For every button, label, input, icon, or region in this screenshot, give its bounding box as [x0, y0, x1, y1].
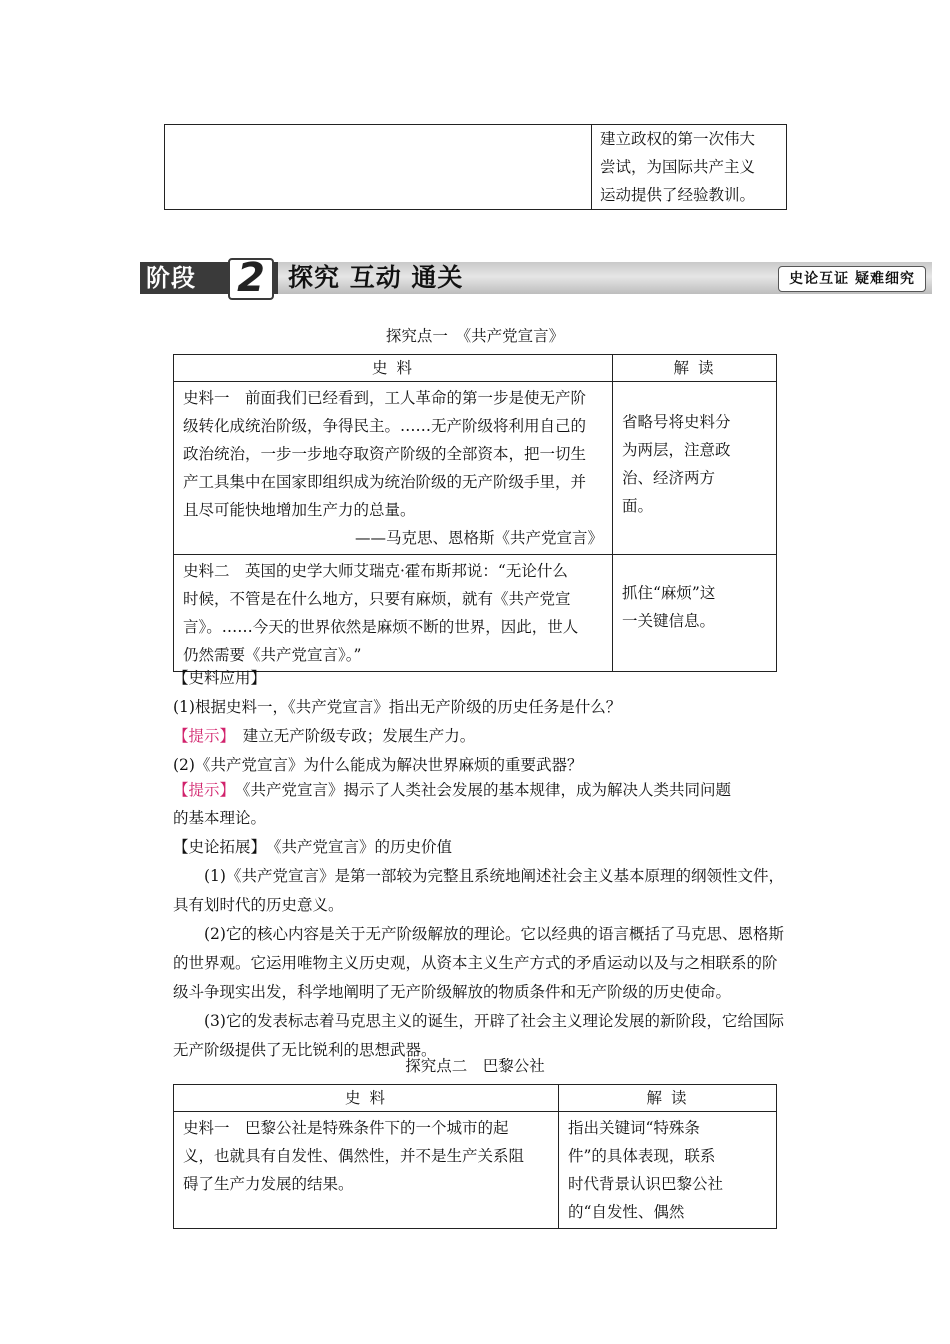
answer-1: [173, 722, 813, 751]
material-line: 史料二 英国的史学大师艾瑞克·霍布斯邦说：“无论什么: [183, 562, 568, 580]
expansion-1-cont: 具有划时代的历史意义。: [173, 896, 344, 914]
tip-label: 【提示】: [173, 781, 228, 799]
material-line: 义，也就具有自发性、偶然性，并不是生产关系阻: [183, 1147, 525, 1165]
expansion-1: (1)《共产党宣言》是第一部较为完整且系统地阐述社会主义基本原理的纲领性文件，: [204, 867, 784, 885]
material-line: 碍了生产力发展的结果。: [183, 1175, 354, 1193]
section1-title: 探究点一 《共产党宣言》: [385, 327, 565, 345]
reading-cell: [559, 1112, 777, 1229]
reading-line: 治、经济两方: [622, 469, 716, 487]
expansion-heading: 【史论拓展】 《共产党宣言》的历史价值: [173, 838, 453, 856]
reading-cell: [613, 555, 777, 672]
expansion-3-cont: 无产阶级提供了无比锐利的思想武器。: [173, 1041, 437, 1059]
section2-title: 探究点二 巴黎公社: [405, 1057, 545, 1075]
cell-line: 运动提供了经验教训。: [600, 186, 756, 204]
top-table-left-cell: [165, 125, 592, 210]
question-2: (2)《共产党宣言》为什么能成为解决世界麻烦的重要武器？: [173, 756, 583, 774]
banner-badge: 史论互证 疑难细究: [778, 266, 926, 292]
material-cell: [174, 555, 613, 672]
material-line: 仍然需要《共产党宣言》。”: [183, 646, 362, 664]
answer-2: [173, 776, 813, 805]
question-1: (1)根据史料一，《共产党宣言》指出无产阶级的历史任务是什么？: [173, 698, 622, 716]
material-line: 产工具集中在国家即组织成为统治阶级的无产阶级手里，并: [183, 473, 587, 491]
header-reading: 解 读: [559, 1085, 777, 1112]
expansion-2-cont: 级斗争现实出发，科学地阐明了无产阶级解放的物质条件和无产阶级的历史使命。: [173, 983, 732, 1001]
header-material: 史 料: [174, 355, 613, 382]
reading-line: 抓住“麻烦”这: [622, 584, 716, 602]
stage-banner: [140, 255, 932, 301]
expansion-2: (2)它的核心内容是关于无产阶级解放的理论。它以经典的语言概括了马克思、恩格斯: [204, 925, 784, 943]
expansion-3: (3)它的发表标志着马克思主义的诞生，开辟了社会主义理论发展的新阶段，它给国际: [204, 1012, 784, 1030]
reading-line: 为两层，注意政: [622, 441, 731, 459]
banner-title: 探究 互动 通关: [288, 263, 464, 292]
material-line: 且尽可能快地增加生产力的总量。: [183, 501, 416, 519]
top-table: [164, 124, 787, 210]
material-line: 言》。……今天的世界依然是麻烦不断的世界，因此，世人: [183, 618, 579, 636]
expansion-2-cont: 的世界观。它运用唯物主义历史观，从资本主义生产方式的矛盾运动以及与之相联系的阶: [173, 954, 778, 972]
answer-text: 《共产党宣言》揭示了人类社会发展的基本规律，成为解决人类共同问题: [227, 781, 732, 799]
reading-line: 的“自发性、偶然: [568, 1203, 685, 1221]
material-source: ——马克思、恩格斯《共产党宣言》: [354, 529, 603, 547]
reading-line: 件”的具体表现，联系: [568, 1147, 716, 1165]
section2-table: [173, 1084, 777, 1229]
material-cell: [174, 382, 613, 555]
application-heading: 【史料应用】: [173, 669, 267, 687]
reading-line: 面。: [622, 497, 654, 515]
stage-number-box: [228, 255, 274, 301]
material-line: 史料一 巴黎公社是特殊条件下的一个城市的起: [183, 1119, 509, 1137]
material-cell: [174, 1112, 559, 1229]
reading-line: 指出关键词“特殊条: [568, 1119, 700, 1137]
top-table-right-cell: [592, 125, 787, 210]
cell-line: 建立政权的第一次伟大: [600, 130, 756, 148]
answer-text: 建立无产阶级专政；发展生产力。: [227, 727, 476, 745]
material-line: 级转化成统治阶级，争得民主。……无产阶级将利用自己的: [183, 417, 587, 435]
reading-line: 省略号将史料分: [622, 413, 731, 431]
stage-label: 阶段: [146, 264, 196, 292]
material-line: 史料一 前面我们已经看到，工人革命的第一步是使无产阶: [183, 389, 587, 407]
reading-cell: [613, 382, 777, 555]
cell-line: 尝试，为国际共产主义: [600, 158, 756, 176]
answer-2-cont: 的基本理论。: [173, 809, 267, 827]
section1-table: [173, 354, 777, 672]
header-material: 史 料: [174, 1085, 559, 1112]
tip-label: 【提示】: [173, 727, 228, 745]
header-reading: 解 读: [613, 355, 777, 382]
material-line: 政治统治，一步一步地夺取资产阶级的全部资本，把一切生: [183, 445, 587, 463]
reading-line: 一关键信息。: [622, 612, 716, 630]
stage-number: 2: [237, 255, 265, 301]
reading-line: 时代背景认识巴黎公社: [568, 1175, 724, 1193]
material-line: 时候，不管是在什么地方，只要有麻烦，就有《共产党宣: [183, 590, 571, 608]
